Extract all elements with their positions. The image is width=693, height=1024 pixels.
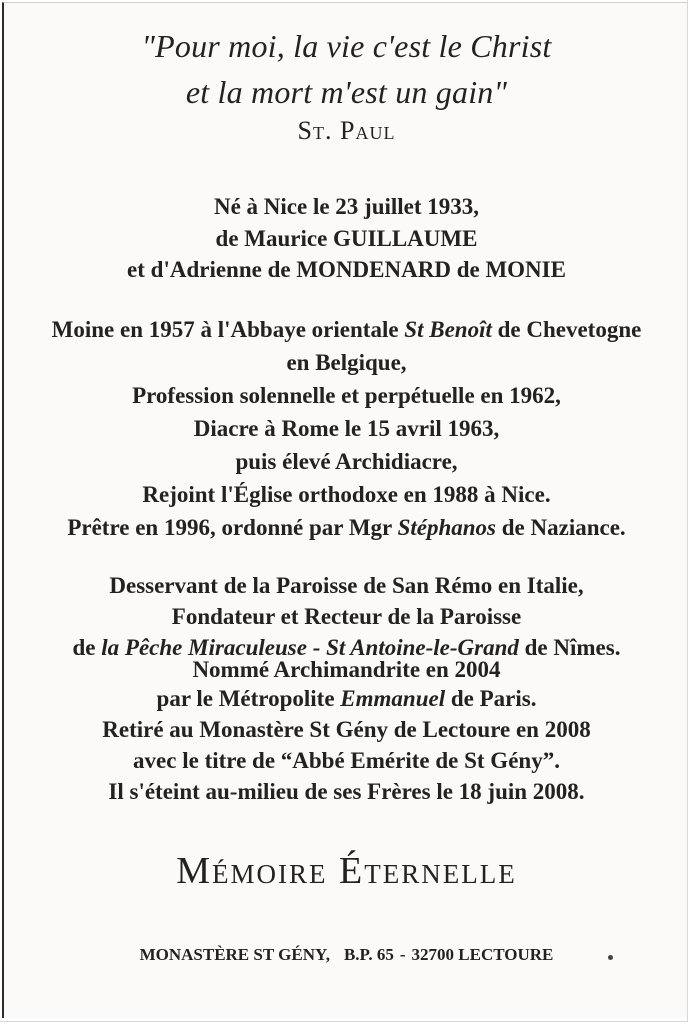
monastic-line-7-italic: Stéphanos (397, 515, 497, 540)
monastic-line-7-post: de Naziance. (496, 515, 626, 540)
ministry-line-4: Nommé Archimandrite en 2004 (192, 657, 501, 682)
epigraph-author: St. Paul (297, 116, 396, 145)
monastic-line-2: en Belgique, (286, 350, 407, 375)
ministry-line-1: Desservant de la Paroisse de San Rémo en Italie, (109, 573, 584, 598)
birth-line-1: Né à Nice le 23 juillet 1933, (213, 194, 480, 219)
monastic-line-3: Profession solennelle et perpétuelle en 1962, (132, 383, 561, 408)
monastic-line-1-pre: Moine en 1957 à l'Abbaye orientale (51, 317, 405, 342)
ministry-line-5-post: de Paris. (445, 686, 537, 711)
monastic-line-1-post: de Chevetogne (491, 317, 642, 342)
ministry-line-6: Retiré au Monastère St Gény de Lectoure en 2008 (102, 717, 591, 742)
ministry-line-3-pre: de (72, 635, 102, 660)
monastic-line-6: Rejoint l'Église orthodoxe en 1988 à Nice. (142, 482, 551, 507)
monastic-line-1-italic: St Benoît (404, 317, 492, 342)
ministry-line-5-italic: Emmanuel (340, 686, 446, 711)
footer-city: 32700 LECTOURE (411, 945, 554, 964)
epigraph-line-1: "Pour moi, la vie c'est le Christ (141, 28, 552, 64)
ministry-line-8: Il s'éteint au-milieu de ses Frères le 18 juin 2008. (108, 779, 585, 804)
ministry-line-7: avec le titre de “Abbé Emérite de St Gény”. (133, 748, 560, 773)
footer-bp: B.P. 65 (343, 945, 394, 964)
bullet-dot-icon (608, 955, 613, 960)
epigraph-line-2: et la mort m'est un gain" (185, 74, 508, 110)
ministry-line-5 (0, 686, 693, 712)
ministry-line-3-italic: la Pêche Miraculeuse - St Antoine-le-Grand (101, 635, 519, 660)
ministry-line-3-post: de Nîmes. (518, 635, 621, 660)
footer-address (0, 945, 693, 965)
birth-line-3: et d'Adrienne de MONDENARD de MONIE (127, 257, 566, 282)
footer-monastery: MONASTÈRE ST GÉNY, (139, 945, 330, 964)
footer-dash: - (399, 945, 406, 964)
ministry-line-2: Fondateur et Recteur de la Paroisse (171, 604, 522, 629)
birth-line-2: de Maurice GUILLAUME (215, 226, 478, 251)
monastic-line-4: Diacre à Rome le 15 avril 1963, (193, 416, 500, 441)
memoire-eternelle-heading: Mémoire Éternelle (176, 850, 517, 892)
monastic-line-7-pre: Prêtre en 1996, ordonné par Mgr (67, 515, 398, 540)
monastic-line-5: puis élevé Archidiacre, (235, 449, 458, 474)
monastic-line-7 (0, 515, 693, 541)
monastic-line-1 (0, 317, 693, 343)
ministry-line-5-pre: par le Métropolite (156, 686, 341, 711)
